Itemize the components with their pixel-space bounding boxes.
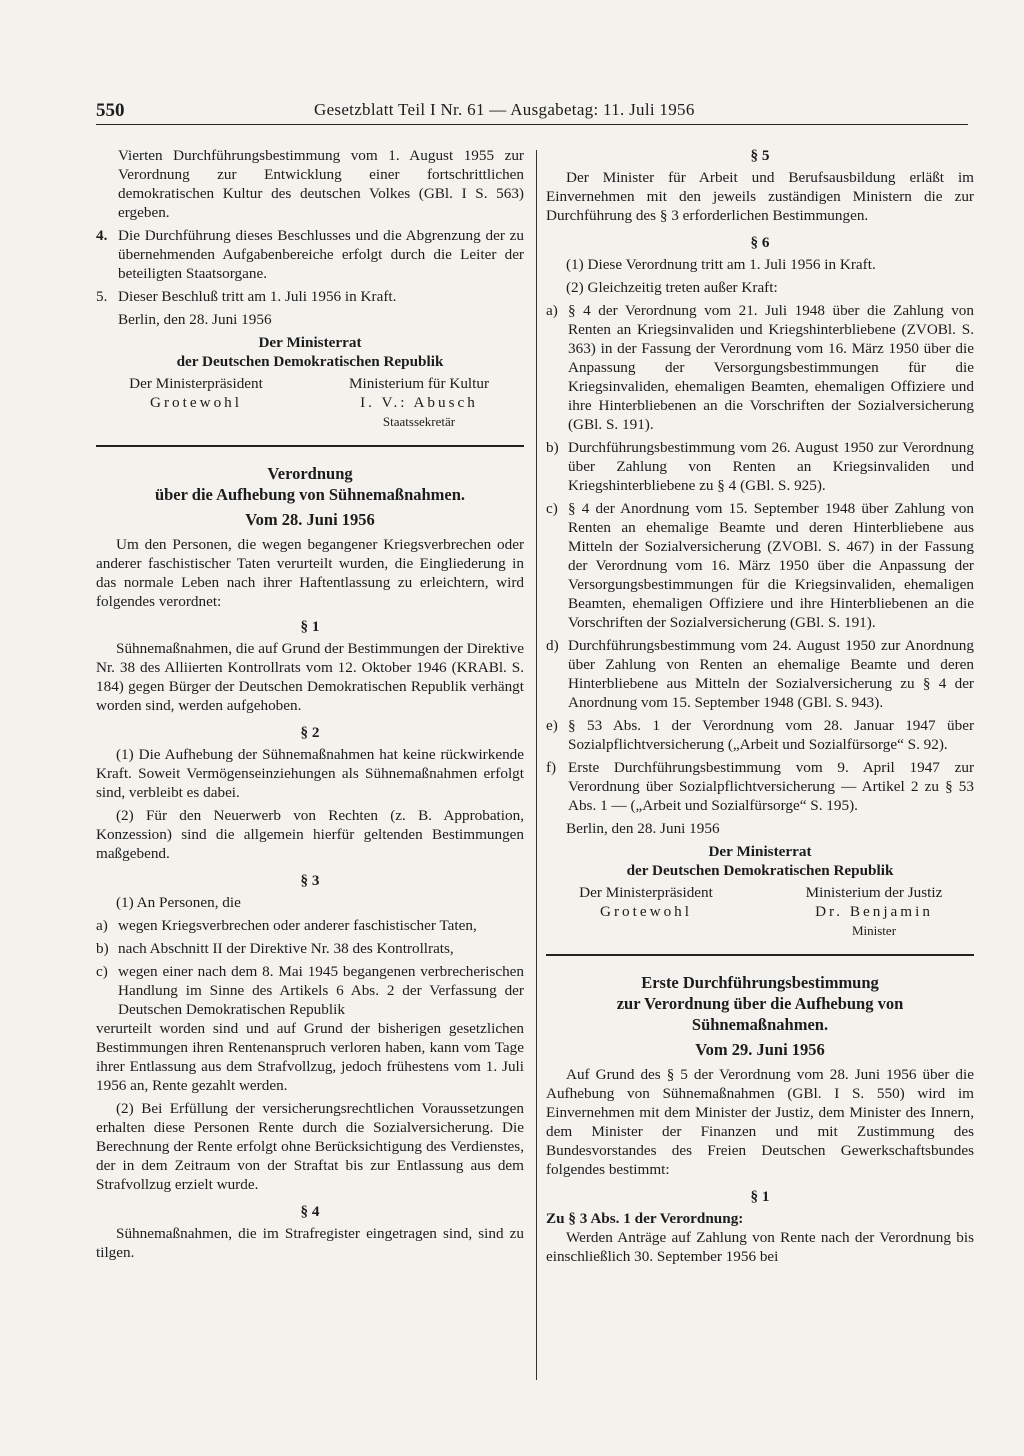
section-2-heading: § 2 <box>300 724 320 741</box>
list-marker: a) <box>96 917 108 934</box>
section-4-heading: § 4 <box>300 1203 320 1220</box>
section-1-heading: § 1 <box>300 618 320 635</box>
list-marker: d) <box>546 637 559 654</box>
left-column <box>96 146 524 1262</box>
signature-right <box>774 883 974 940</box>
signatory-role: Der Ministerpräsident <box>129 375 263 392</box>
signature-right <box>314 374 524 431</box>
list-text: § 53 Abs. 1 der Verordnung vom 28. Januar 1947 über Sozialpflichtversicherung („Arbeit und Sozialfürsorge“ S. 92). <box>568 717 974 753</box>
signatory-title: Staatssekretär <box>382 414 456 429</box>
list-marker: c) <box>96 963 108 980</box>
signatory-role: Der Ministerpräsident <box>579 884 713 901</box>
page-header <box>96 100 968 126</box>
repeal-item-a <box>546 301 974 434</box>
signatory-name: I. V.: Abusch <box>360 394 478 411</box>
council-name-line1: Der Ministerrat <box>258 334 362 351</box>
council-name-line2: der Deutschen Demokratischen Republik <box>176 353 444 370</box>
repeal-item-c <box>546 499 974 632</box>
signatory-name: Grotewohl <box>600 903 692 920</box>
repeal-item-b <box>546 438 974 495</box>
signatory-name: Dr. Benjamin <box>815 903 933 920</box>
section-6-para-1: (1) Diese Verordnung tritt am 1. Juli 1956 in Kraft. <box>566 256 876 273</box>
list-text: wegen einer nach dem 8. Mai 1945 begangenen verbrecherischen Handlung im Sinne des Artikels 6 Abs. 2 der Verfassung der Deutschen Demokratischen Republik <box>118 963 524 1018</box>
regulation-section-1-subheading: Zu § 3 Abs. 1 der Verordnung: <box>546 1210 744 1227</box>
list-marker: f) <box>546 759 557 776</box>
ordinance-subtitle: über die Aufhebung von Sühnemaßnahmen. <box>154 485 466 504</box>
section-3-para-1: (1) An Personen, die <box>116 894 241 911</box>
regulation-subtitle-1: zur Verordnung über die Aufhebung von <box>616 994 904 1013</box>
signature-block <box>546 883 974 940</box>
ordinance-title: Verordnung <box>267 464 353 483</box>
gazette-title: Gesetzblatt Teil I Nr. 61 — Ausgabetag: 11. Juli 1956 <box>314 100 695 119</box>
regulation-subtitle-2: Sühnemaßnahmen. <box>691 1015 829 1034</box>
section-3-continuation: verurteilt worden sind und auf Grund der bisherigen gesetzlichen Bestimmungen ihren Rentenanspruch verloren haben, kann vom Tage ihrer Entlassung aus dem Strafvollzug, jedoch frühestens vom 1. Juli 1956 an, Rente gezahlt werden. <box>96 1020 524 1094</box>
column-divider <box>536 150 537 1380</box>
list-text: Dieser Beschluß tritt am 1. Juli 1956 in Kraft. <box>118 288 397 305</box>
intro-paragraph: Vierten Durchführungsbestimmung vom 1. August 1955 zur Verordnung zur Entwicklung einer fortschrittlichen demokratischen Kultur des deutschen Volkes (GBl. I S. 563) ergeben. <box>118 147 524 221</box>
signatory-title: Minister <box>851 923 897 938</box>
list-text: § 4 der Verordnung vom 21. Juli 1948 über die Zahlung von Renten an Kriegsinvaliden und Kriegshinterbliebene (ZVOBl. S. 363) in der Fassung der Verordnung vom 16. März 1950 über die Anpassung der Versorgungsbestimmungen für die Kriegsinvaliden, ehemaligen Beamten, ehemaligen Offiziere und ihre Hinterbliebenen an die Vorschriften der Sozialversicherung (GBl. S. 191). <box>568 302 974 433</box>
list-text: Durchführungsbestimmung vom 26. August 1950 zur Verordnung über Zahlung von Renten an Kriegsinvaliden und Kriegshinterbliebene zu § 4 (GBl. S. 925). <box>568 439 974 494</box>
signatory-role: Ministerium für Kultur <box>348 375 490 392</box>
list-marker: 4. <box>96 227 108 244</box>
list-text: Durchführungsbestimmung vom 24. August 1950 zur Anordnung über Zahlung von Renten an ehemalige Beamte und deren Hinterbliebene aus Mitteln der Sozialversicherung zu § 4 der Anordnung vom 15. September 1948 (GBl. S. 943). <box>568 637 974 711</box>
list-text: § 4 der Anordnung vom 15. September 1948 über Zahlung von Renten an ehemalige Beamte und deren Hinterbliebene aus Mitteln der Sozialversicherung (ZVOBl. S. 467) in der Fassung der Verordnung vom 16. März 1950 über die Anpassung der Versorgungsbestimmungen für die Kriegsinvaliden, ehemaligen Beamten, ehemaligen Offiziere und ihre Hinterbliebenen an die Vorschriften der Sozialversicherung (GBl. S. 191). <box>568 500 974 631</box>
council-name-line1: Der Ministerrat <box>708 843 812 860</box>
right-column <box>546 146 974 1266</box>
regulation-section-1-heading: § 1 <box>750 1188 770 1205</box>
section-2-para-1: (1) Die Aufhebung der Sühnemaßnahmen hat keine rückwirkende Kraft. Soweit Vermögenseinziehungen als Sühnemaßnahmen erfolgt sind, verbleibt es dabei. <box>96 746 524 801</box>
ordinance-date: Vom 28. Juni 1956 <box>245 510 375 529</box>
list-item-4 <box>96 226 524 283</box>
section-separator <box>546 954 974 956</box>
list-marker: b) <box>546 439 559 456</box>
regulation-section-1-text: Werden Anträge auf Zahlung von Rente nach der Verordnung bis einschließlich 30. September 1956 bei <box>546 1229 974 1265</box>
section-3-item-b <box>96 939 524 958</box>
section-4-text: Sühnemaßnahmen, die im Strafregister eingetragen sind, sind zu tilgen. <box>96 1225 524 1261</box>
list-marker: c) <box>546 500 558 517</box>
signatory-name: Grotewohl <box>150 394 242 411</box>
signature-left <box>546 883 746 940</box>
signature-left <box>96 374 296 431</box>
signature-block <box>96 374 524 431</box>
regulation-preamble: Auf Grund des § 5 der Verordnung vom 28. Juni 1956 über die Aufhebung von Sühnemaßnahmen (GBl. I S. 550) wird im Einvernehmen mit dem Minister der Justiz, dem Minister des Innern, dem Minister der Finanzen und mit Zustimmung des Bundesvorstandes des Freien Deutschen Gewerkschaftsbundes folgendes bestimmt: <box>546 1066 974 1178</box>
section-3-item-a <box>96 916 524 935</box>
page-number: 550 <box>96 100 125 121</box>
council-name-line2: der Deutschen Demokratischen Republik <box>626 862 894 879</box>
repeal-item-e <box>546 716 974 754</box>
list-text: nach Abschnitt II der Direktive Nr. 38 des Kontrollrats, <box>118 940 454 957</box>
regulation-title: Erste Durchführungsbestimmung <box>641 973 879 992</box>
section-separator <box>96 445 524 447</box>
list-text: wegen Kriegsverbrechen oder anderer faschistischer Taten, <box>118 917 477 934</box>
header-rule <box>96 124 968 125</box>
list-marker: 5. <box>96 288 108 305</box>
list-text: Erste Durchführungsbestimmung vom 9. April 1947 zur Verordnung über Sozialpflichtversicherung — Artikel 2 zu § 53 Abs. 1 — („Arbeit und Sozialfürsorge“ S. 195). <box>568 759 974 814</box>
repeal-item-f <box>546 758 974 815</box>
section-2-para-2: (2) Für den Neuerwerb von Rechten (z. B. Approbation, Konzession) sind die allgemein hierfür geltenden Bestimmungen maßgebend. <box>96 807 524 862</box>
list-item-5 <box>96 287 524 306</box>
repeal-item-d <box>546 636 974 712</box>
section-3-para-2: (2) Bei Erfüllung der versicherungsrechtlichen Voraussetzungen erhalten diese Personen Rente durch die Sozialversicherung. Die Berechnung der Rente erfolgt ohne Berücksichtigung des Verdienstes, der in dem Zeitraum von der Straftat bis zur Entlassung aus dem Strafvollzug erzielt wurde. <box>96 1100 524 1193</box>
list-text: Die Durchführung dieses Beschlusses und die Abgrenzung der zu übernehmenden Aufgabenbereiche erfolgt durch die Leiter der beteiligten Staatsorgane. <box>118 227 524 282</box>
list-marker: a) <box>546 302 558 319</box>
section-3-heading: § 3 <box>300 872 320 889</box>
section-6-heading: § 6 <box>750 234 770 251</box>
section-6-para-2: (2) Gleichzeitig treten außer Kraft: <box>566 279 778 296</box>
place-date: Berlin, den 28. Juni 1956 <box>118 311 272 328</box>
section-5-heading: § 5 <box>750 147 770 164</box>
section-5-text: Der Minister für Arbeit und Berufsausbildung erläßt im Einvernehmen mit den jeweils zuständigen Ministern die zur Durchführung des § 3 erforderlichen Bestimmungen. <box>546 169 974 224</box>
regulation-date: Vom 29. Juni 1956 <box>695 1040 825 1059</box>
section-1-text: Sühnemaßnahmen, die auf Grund der Bestimmungen der Direktive Nr. 38 des Alliierten Kontrollrats vom 12. Oktober 1946 (KRABl. S. 184) gegen Bürger der Deutschen Demokratischen Republik verhängt worden sind, werden aufgehoben. <box>96 640 524 714</box>
list-marker: b) <box>96 940 109 957</box>
signatory-role: Ministerium der Justiz <box>805 884 943 901</box>
place-date: Berlin, den 28. Juni 1956 <box>566 820 720 837</box>
list-marker: e) <box>546 717 558 734</box>
section-3-item-c <box>96 962 524 1019</box>
preamble: Um den Personen, die wegen begangener Kriegsverbrechen oder anderer faschistischer Taten verurteilt wurden, die Eingliederung in das normale Leben nach ihrer Haftentlassung zu erleichtern, wird folgendes verordnet: <box>96 536 524 610</box>
